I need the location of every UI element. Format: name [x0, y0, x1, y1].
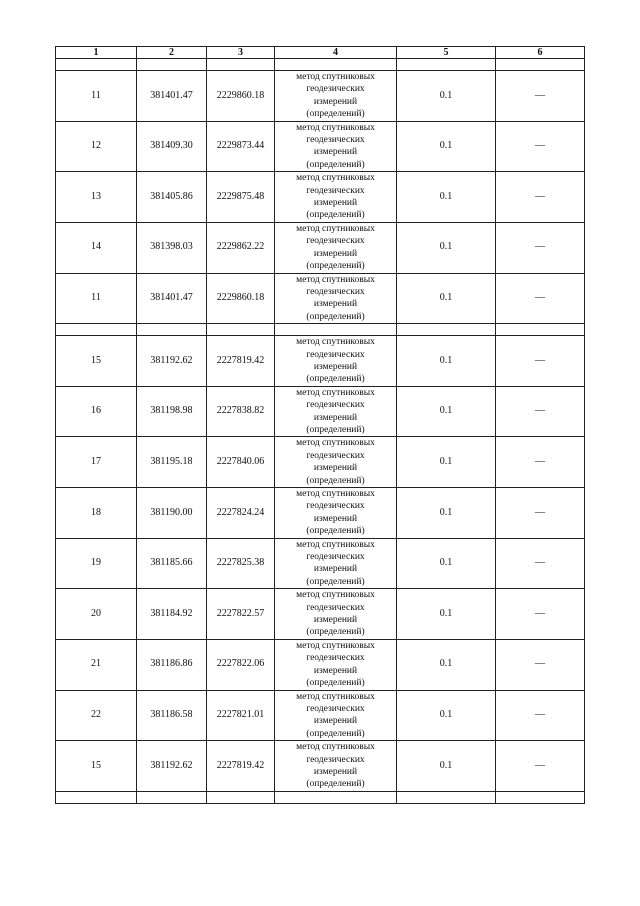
method-line: геодезических — [306, 501, 365, 512]
table-row — [56, 589, 585, 640]
table-row — [56, 71, 585, 122]
method-line: измерений — [313, 248, 358, 259]
cell-note: — — [496, 71, 585, 122]
col-header-x: 2 — [137, 47, 207, 59]
cell-point: 19 — [56, 538, 137, 589]
cell-x: 381401.47 — [137, 71, 207, 122]
method-line: измерений — [313, 716, 358, 727]
empty-row — [56, 59, 585, 71]
method-line: геодезических — [306, 135, 365, 146]
method-line: метод спутниковых — [296, 640, 375, 651]
cell-x: 381186.86 — [137, 639, 207, 690]
method-line: метод спутниковых — [296, 223, 375, 234]
table-row — [56, 437, 585, 488]
method-line: метод спутниковых — [296, 337, 375, 348]
cell-y: 2229873.44 — [207, 121, 275, 172]
cell-y: 2227822.57 — [207, 589, 275, 640]
cell-y: 2227819.42 — [207, 336, 275, 387]
method-line: геодезических — [306, 349, 365, 360]
cell-note: — — [496, 222, 585, 273]
cell-method — [275, 336, 397, 387]
method-line: измерений — [313, 96, 358, 107]
method-line: измерений — [313, 665, 358, 676]
method-line: метод спутниковых — [296, 122, 375, 133]
cell-y: 2227819.42 — [207, 741, 275, 792]
cell-accuracy: 0.1 — [397, 121, 496, 172]
method-line: (определений) — [306, 210, 365, 221]
cell-method — [275, 172, 397, 223]
cell-accuracy: 0.1 — [397, 488, 496, 539]
method-line: геодезических — [306, 450, 365, 461]
cell-method — [275, 741, 397, 792]
empty-cell — [496, 324, 585, 336]
cell-accuracy: 0.1 — [397, 336, 496, 387]
cell-method — [275, 690, 397, 741]
method-line: измерений — [313, 564, 358, 575]
cell-x: 381409.30 — [137, 121, 207, 172]
method-line: (определений) — [306, 779, 365, 790]
cell-point: 18 — [56, 488, 137, 539]
cell-note: — — [496, 589, 585, 640]
empty-cell — [137, 324, 207, 336]
method-line: метод спутниковых — [296, 742, 375, 753]
cell-method — [275, 639, 397, 690]
method-line: измерений — [313, 412, 358, 423]
cell-note: — — [496, 639, 585, 690]
cell-note: — — [496, 273, 585, 324]
cell-y: 2227838.82 — [207, 386, 275, 437]
table-row — [56, 741, 585, 792]
cell-note: — — [496, 690, 585, 741]
empty-cell — [275, 59, 397, 71]
empty-cell — [397, 791, 496, 803]
method-line: (определений) — [306, 627, 365, 638]
method-line: (определений) — [306, 311, 365, 322]
empty-cell — [496, 59, 585, 71]
cell-note: — — [496, 386, 585, 437]
cell-point: 13 — [56, 172, 137, 223]
method-line: геодезических — [306, 653, 365, 664]
method-line: (определений) — [306, 576, 365, 587]
table-row — [56, 336, 585, 387]
method-line: геодезических — [306, 552, 365, 563]
method-line: метод спутниковых — [296, 438, 375, 449]
cell-point: 16 — [56, 386, 137, 437]
method-line: геодезических — [306, 703, 365, 714]
cell-x: 381198.98 — [137, 386, 207, 437]
cell-method — [275, 538, 397, 589]
empty-row — [56, 791, 585, 803]
cell-y: 2229875.48 — [207, 172, 275, 223]
cell-point: 21 — [56, 639, 137, 690]
method-line: метод спутниковых — [296, 590, 375, 601]
empty-cell — [397, 59, 496, 71]
cell-x: 381192.62 — [137, 336, 207, 387]
col-header-y: 3 — [207, 47, 275, 59]
cell-accuracy: 0.1 — [397, 273, 496, 324]
cell-y: 2227840.06 — [207, 437, 275, 488]
col-header-point: 1 — [56, 47, 137, 59]
cell-point: 20 — [56, 589, 137, 640]
method-line: метод спутниковых — [296, 539, 375, 550]
empty-cell — [397, 324, 496, 336]
method-line: измерений — [313, 198, 358, 209]
method-line: метод спутниковых — [296, 173, 375, 184]
method-line: (определений) — [306, 109, 365, 120]
cell-x: 381184.92 — [137, 589, 207, 640]
cell-method — [275, 121, 397, 172]
cell-point: 17 — [56, 437, 137, 488]
cell-y: 2229860.18 — [207, 71, 275, 122]
cell-x: 381195.18 — [137, 437, 207, 488]
cell-method — [275, 71, 397, 122]
method-line: метод спутниковых — [296, 489, 375, 499]
table-row — [56, 690, 585, 741]
cell-accuracy: 0.1 — [397, 741, 496, 792]
col-header-accuracy: 5 — [397, 47, 496, 59]
cell-note: — — [496, 172, 585, 223]
cell-note: — — [496, 538, 585, 589]
empty-cell — [207, 59, 275, 71]
cell-point: 11 — [56, 71, 137, 122]
method-line: (определений) — [306, 475, 365, 486]
cell-accuracy: 0.1 — [397, 639, 496, 690]
method-line: метод спутниковых — [296, 387, 375, 398]
method-line: (определений) — [306, 159, 365, 170]
method-line: измерений — [313, 299, 358, 310]
empty-cell — [56, 324, 137, 336]
table-row — [56, 121, 585, 172]
cell-x: 381185.66 — [137, 538, 207, 589]
method-line: геодезических — [306, 400, 365, 411]
cell-point: 12 — [56, 121, 137, 172]
method-line: измерений — [313, 766, 358, 777]
method-line: измерений — [313, 513, 358, 524]
cell-x: 381398.03 — [137, 222, 207, 273]
cell-x: 381401.47 — [137, 273, 207, 324]
table-row — [56, 222, 585, 273]
method-line: (определений) — [306, 261, 365, 272]
empty-cell — [496, 791, 585, 803]
table-row — [56, 639, 585, 690]
method-line: (определений) — [306, 526, 365, 537]
empty-cell — [56, 59, 137, 71]
cell-point: 14 — [56, 222, 137, 273]
table-row — [56, 488, 585, 539]
cell-note: — — [496, 336, 585, 387]
cell-accuracy: 0.1 — [397, 690, 496, 741]
method-line: метод спутниковых — [296, 691, 375, 702]
cell-note: — — [496, 437, 585, 488]
method-line: (определений) — [306, 678, 365, 689]
cell-point: 22 — [56, 690, 137, 741]
col-header-method: 4 — [275, 47, 397, 59]
method-line: геодезических — [306, 754, 365, 765]
cell-note: — — [496, 488, 585, 539]
method-line: (определений) — [306, 728, 365, 739]
cell-point: 15 — [56, 336, 137, 387]
table-row — [56, 538, 585, 589]
col-header-note: 6 — [496, 47, 585, 59]
method-line: геодезических — [306, 84, 365, 95]
cell-y: 2227825.38 — [207, 538, 275, 589]
table-row — [56, 386, 585, 437]
cell-accuracy: 0.1 — [397, 172, 496, 223]
cell-note: — — [496, 121, 585, 172]
cell-y: 2229860.18 — [207, 273, 275, 324]
method-line: измерений — [313, 463, 358, 474]
method-line: измерений — [313, 361, 358, 372]
method-line: измерений — [313, 615, 358, 626]
cell-note: — — [496, 741, 585, 792]
empty-row — [56, 324, 585, 336]
cell-method — [275, 273, 397, 324]
cell-y: 2229862.22 — [207, 222, 275, 273]
cell-point: 11 — [56, 273, 137, 324]
cell-y: 2227821.01 — [207, 690, 275, 741]
table-row — [56, 273, 585, 324]
cell-x: 381405.86 — [137, 172, 207, 223]
cell-y: 2227822.06 — [207, 639, 275, 690]
method-line: измерений — [313, 147, 358, 158]
cell-x: 381190.00 — [137, 488, 207, 539]
method-line: геодезических — [306, 236, 365, 247]
empty-cell — [207, 791, 275, 803]
cell-accuracy: 0.1 — [397, 71, 496, 122]
method-line: геодезических — [306, 185, 365, 196]
cell-accuracy: 0.1 — [397, 222, 496, 273]
empty-cell — [275, 791, 397, 803]
empty-cell — [207, 324, 275, 336]
table-body — [56, 59, 585, 804]
cell-x: 381186.58 — [137, 690, 207, 741]
cell-accuracy: 0.1 — [397, 538, 496, 589]
empty-cell — [137, 59, 207, 71]
cell-accuracy: 0.1 — [397, 589, 496, 640]
method-line: геодезических — [306, 602, 365, 613]
cell-point: 15 — [56, 741, 137, 792]
method-line: геодезических — [306, 286, 365, 297]
empty-cell — [275, 324, 397, 336]
cell-method — [275, 488, 397, 539]
cell-accuracy: 0.1 — [397, 437, 496, 488]
table-row — [56, 172, 585, 223]
method-line: метод спутниковых — [296, 72, 375, 82]
method-line: метод спутниковых — [296, 274, 375, 285]
header-row — [56, 47, 585, 59]
empty-cell — [56, 791, 137, 803]
method-line: (определений) — [306, 424, 365, 435]
cell-x: 381192.62 — [137, 741, 207, 792]
cell-y: 2227824.24 — [207, 488, 275, 539]
cell-method — [275, 386, 397, 437]
empty-cell — [137, 791, 207, 803]
coordinates-table — [55, 46, 585, 804]
method-line: (определений) — [306, 374, 365, 385]
cell-method — [275, 437, 397, 488]
cell-accuracy: 0.1 — [397, 386, 496, 437]
cell-method — [275, 589, 397, 640]
cell-method — [275, 222, 397, 273]
